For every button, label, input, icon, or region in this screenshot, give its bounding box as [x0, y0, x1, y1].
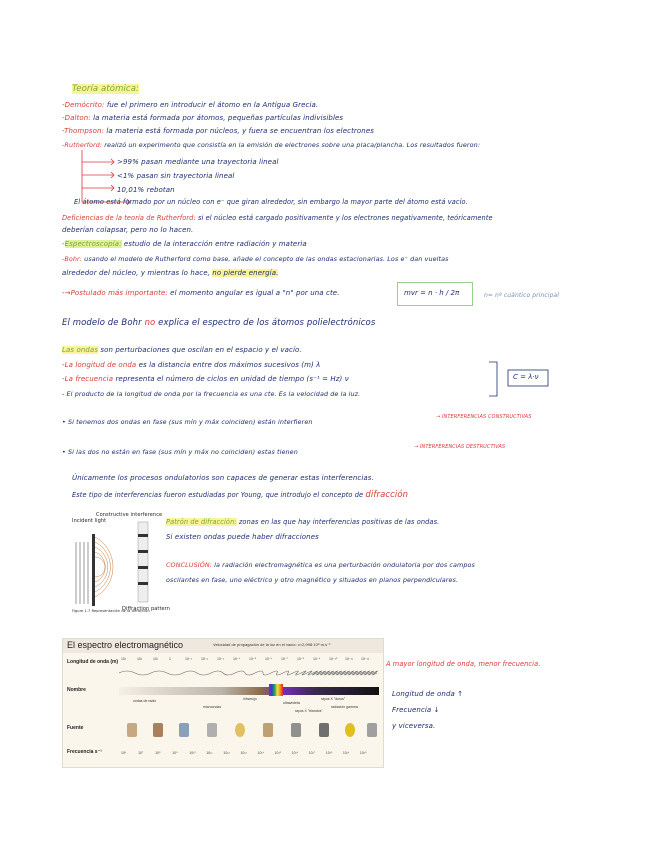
wavelength-tick: 10⁻¹¹	[345, 657, 354, 661]
heading-text: Teoría atómica:	[72, 84, 139, 94]
longitud-text: es la distancia entre dos máximos sucesivos (m) λ	[138, 361, 321, 369]
wave-graphic	[119, 669, 379, 677]
formula-text: mvr = n · h / 2π	[404, 289, 460, 297]
label-rutherford: Rutherford:	[64, 141, 103, 149]
espectroscopia-label: Espectroscopía:	[64, 240, 122, 248]
frecuencia-line: -La frecuencia representa el número de ciclos en unidad de tiempo (s⁻¹ = Hz) ν	[62, 375, 349, 383]
conclusion-label: CONCLUSIÓN:	[166, 561, 212, 569]
long-up-line: Longitud de onda ↑	[392, 690, 464, 698]
fase1-line: • Si tenemos dos ondas en fase (sus mín y máx coinciden) están interfieren	[62, 418, 313, 426]
spectrum-gradient	[119, 687, 379, 695]
bohr-text: usando el modelo de Rutherford como base, añade el concepto de las ondas estacionarias. Los e⁻ dan vueltas	[84, 255, 449, 263]
row-longitud: Longitud de onda (m)	[67, 659, 119, 665]
deficiencias-line-2: deberían colapsar, pero no lo hacen.	[62, 226, 194, 234]
result-1: >99% pasan mediante una trayectoria lineal	[117, 158, 279, 166]
frequency-tick: 10¹¹	[206, 751, 213, 755]
difraccion-word: difracción	[365, 490, 409, 500]
text-rutherford: realizó un experimento que consistía en la emisión de electrones sobre una placa/plancha. Los resultados fueron:	[104, 141, 481, 149]
viceversa-line: y viceversa.	[392, 722, 436, 730]
figure-caption: Figure 1.7 Representación de la difracción	[72, 609, 150, 613]
fase2-result: → INTERFERENCIAS DESTRUCTIVAS	[414, 444, 506, 450]
wavelength-tick: 10⁻⁵	[249, 657, 257, 661]
frequency-tick: 10⁹	[172, 751, 178, 755]
wavelength-tick: 10⁻⁴	[233, 657, 241, 661]
wavelength-tick: 10⁻¹	[185, 657, 192, 661]
fase1-result: → INTERFERENCIAS CONSTRUCTIVAS	[436, 414, 532, 420]
wavelength-tick: 10¹	[153, 657, 159, 661]
wavelength-tick: 10⁻¹⁰	[329, 657, 338, 661]
label-thompson: Thompson:	[64, 127, 105, 135]
band-ultravioleta: ultravioleta	[283, 701, 300, 705]
frequency-tick: 10²⁰	[359, 751, 367, 755]
text-dalton: la materia está formada por átomos, pequeñas partículas indivisibles	[93, 114, 344, 122]
frecuencia-text: representa el número de ciclos en unidad de tiempo (s⁻¹ = Hz) ν	[115, 375, 349, 383]
patron-label: Patrón de difracción:	[166, 518, 237, 526]
patron-line-2: Si existen ondas puede haber difracciones	[166, 533, 319, 541]
wavelength-tick: 10⁻⁶	[265, 657, 273, 661]
line-dalton: -Dalton: la materia está formada por átomos, pequeñas partículas indivisibles	[62, 114, 344, 122]
young-line: Este tipo de interferencias fueron estudiadas por Young, que introdujo el concepto de difracción	[72, 490, 409, 500]
spectrum-velocity: Velocidad de propagación de la luz en el vacío: c=2,998·10⁸ m.s⁻¹	[213, 642, 331, 647]
bohr-line-2: alrededor del núcleo, y mientras lo hace, no pierde energía.	[62, 269, 279, 277]
frequency-tick: 10¹⁴	[257, 751, 265, 755]
rutherford-conclusion: El átomo está formado por un núcleo con e⁻ que giran alrededor, sin embargo la mayor parte del átomo está vacío.	[74, 198, 468, 206]
conclusion-line	[166, 561, 475, 570]
line-thompson: -Thompson: la materia está formada por núcleos, y fuera se encuentran los electrones	[62, 127, 374, 135]
line-democrito: -Demócrito: fue el primero en introducir el átomo en la Antigua Grecia.	[62, 101, 319, 109]
pattern-label: Diffraction pattern	[122, 606, 171, 612]
bohr-highlight: no pierde energía.	[212, 269, 279, 277]
text-thompson: la materia está formada por núcleos, y fuera se encuentran los electrones	[106, 127, 374, 135]
patron-line	[166, 518, 439, 527]
mayor-line: A mayor longitud de onda, menor frecuencia.	[386, 660, 541, 668]
wavelength-tick: 10⁻³	[217, 657, 224, 661]
formula-box	[397, 282, 473, 306]
ondas-label: Las ondas	[62, 346, 99, 354]
postulado-text: el momento angular es igual a "n" por una cte.	[170, 289, 340, 297]
page-heading	[72, 84, 139, 95]
text-democrito: fue el primero en introducir el átomo en la Antigua Grecia.	[106, 101, 319, 109]
frequency-tick: 10¹⁰	[189, 751, 196, 755]
deficiencias-text: si el núcleo está cargado positivamente y los electrones negativamente, teóricamente	[197, 214, 493, 222]
frequency-tick: 10¹⁵	[274, 751, 282, 755]
diffraction-figure	[72, 512, 171, 620]
espectroscopia-line: -Espectroscopía: estudio de la interacción entre radiación y materia	[62, 240, 307, 248]
ondas-line	[62, 346, 302, 355]
spectrum-figure	[62, 638, 384, 768]
fase2-line: • Si las dos no están en fase (sus mín y máx no coinciden) estas tienen	[62, 448, 298, 456]
patron-text: zonas en las que hay interferencias positivas de las ondas.	[238, 518, 440, 526]
deficiencias-line	[62, 214, 493, 223]
postulado-label: Postulado más importante:	[70, 289, 168, 297]
constructive-label: Constructive interference	[96, 512, 163, 518]
bohr-label: Bohr:	[64, 255, 83, 263]
frequency-tick: 10⁸	[155, 751, 161, 755]
source-icons	[123, 723, 379, 743]
conclusion-line-2: oscilantes en fase, uno eléctrico y otro magnético y situados en planos perpendiculares.	[166, 576, 459, 584]
wavelength-tick: 10³	[121, 657, 127, 661]
longitud-line: -La longitud de onda es la distancia entre dos máximos sucesivos (m) λ	[62, 361, 321, 369]
band-rayos-x-duros: rayos X "duros"	[321, 697, 346, 701]
row-nombre: Nombre	[67, 687, 86, 693]
band-rayos-x-blandos: rayos X "blandos"	[295, 709, 323, 713]
bohr-line: -Bohr: usando el modelo de Rutherford como base, añade el concepto de las ondas estacionarias. Los e⁻ dan vueltas	[62, 255, 449, 263]
frequency-tick: 10¹⁷	[308, 751, 316, 755]
frecuencia-label: La frecuencia	[64, 375, 114, 383]
conclusion-text: la radiación electromagnética es una perturbación ondulatoria por dos campos	[214, 561, 475, 569]
band-microondas: microondas	[203, 705, 222, 709]
espectroscopia-text: estudio de la interacción entre radiación y materia	[123, 240, 307, 248]
frequency-tick: 10¹³	[240, 751, 247, 755]
frequency-tick: 10⁷	[138, 751, 144, 755]
band-radio: ondas de radio	[133, 699, 157, 703]
frequency-tick: 10¹⁸	[325, 751, 333, 755]
incident-label: Incident light	[72, 518, 107, 524]
wavelength-tick: 10⁻²	[201, 657, 208, 661]
wavelength-tick: 1	[169, 657, 171, 661]
frequency-tick: 10¹⁶	[291, 751, 299, 755]
band-infrarrojo: infrarrojo	[243, 697, 257, 701]
result-2: <1% pasan sin trayectoria lineal	[117, 172, 235, 180]
frequency-tick: 10¹⁹	[342, 751, 350, 755]
frec-down-line: Frecuencia ↓	[392, 706, 440, 714]
ondas-text: son perturbaciones que oscilan en el espacio y el vacío.	[100, 346, 302, 354]
label-democrito: Demócrito:	[64, 101, 105, 109]
wavelength-tick: 10⁻⁸	[297, 657, 305, 661]
label-dalton: Dalton:	[64, 114, 91, 122]
unicamente-line: Únicamente los procesos ondulatorios son capaces de generar estas interferencias.	[72, 474, 374, 482]
spectrum-title: El espectro electromagnético	[67, 640, 184, 650]
row-frecuencia: Frecuencia s⁻¹	[67, 749, 102, 755]
deficiencias-label: Deficiencias de la teoría de Rutherford:	[62, 214, 196, 222]
visible-band	[269, 684, 283, 696]
longitud-label: La longitud de onda	[64, 361, 137, 369]
frequency-tick: 10⁶	[121, 751, 127, 755]
frequency-tick: 10¹²	[223, 751, 230, 755]
wavelength-tick: 10²	[137, 657, 143, 661]
wavelength-tick: 10⁻¹²	[361, 657, 370, 661]
n-note: n= nº cuántico principal	[484, 292, 560, 299]
bohr-fail-line: El modelo de Bohr no explica el espectro de los átomos polielectrónicos	[62, 318, 376, 328]
wavelength-tick: 10⁻⁹	[313, 657, 321, 661]
postulado-line: -→Postulado más importante: el momento angular es igual a "n" por una cte.	[62, 289, 340, 297]
row-fuente: Fuente	[67, 725, 84, 731]
producto-line: - El producto de la longitud de onda por la frecuencia es una cte. Es la velocidad de la luz.	[62, 390, 361, 398]
result-3: 10,01% rebotan	[117, 186, 175, 194]
band-gamma: radiación gamma	[331, 705, 358, 709]
c-formula: C = λ·ν	[513, 373, 539, 381]
bohr-fail-no: no	[144, 318, 156, 328]
line-rutherford: -Rutherford: realizó un experimento que consistía en la emisión de electrones sobre una placa/plancha. Los resultados fueron:	[62, 141, 481, 149]
wavelength-tick: 10⁻⁷	[281, 657, 289, 661]
